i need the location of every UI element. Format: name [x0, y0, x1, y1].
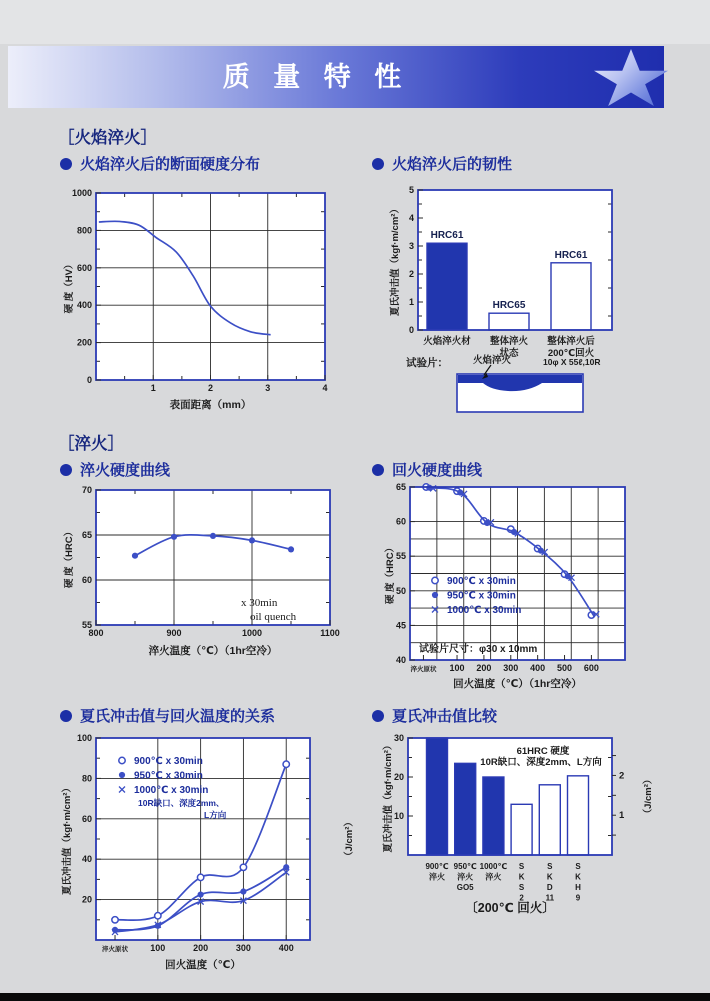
svg-text:回火温度（℃）: 回火温度（℃） [165, 959, 241, 971]
svg-text:100: 100 [150, 943, 166, 953]
svg-text:L方向: L方向 [204, 810, 227, 820]
chart1-title: 火焰淬火后的断面硬度分布 [80, 156, 261, 173]
svg-text:400: 400 [530, 663, 546, 673]
svg-text:SKD11: S K D 11 [545, 862, 555, 903]
svg-text:（J/cm²）: （J/cm²） [344, 817, 355, 861]
svg-text:900℃ x 30min: 900℃ x 30min [447, 576, 516, 587]
svg-text:300: 300 [503, 663, 519, 673]
svg-text:55: 55 [395, 551, 406, 562]
svg-text:SKS2: S K S 2 [518, 862, 525, 903]
svg-text:表面距离（mm）: 表面距离（mm） [169, 399, 252, 411]
svg-text:3: 3 [408, 241, 414, 251]
svg-text:45: 45 [395, 620, 406, 631]
svg-text:400: 400 [76, 300, 92, 311]
svg-text:1000℃ x 30min: 1000℃ x 30min [447, 605, 522, 616]
svg-text:1000: 1000 [241, 628, 263, 638]
svg-text:硬 度（HV）: 硬 度（HV） [64, 259, 75, 314]
bar [511, 804, 532, 855]
svg-text:20: 20 [81, 894, 92, 905]
test-piece-dims: 10φ X 55ℓ,10R [543, 357, 601, 367]
svg-text:0: 0 [86, 375, 92, 385]
bullet-icon [60, 158, 72, 170]
svg-text:HRC65: HRC65 [492, 300, 526, 312]
header-banner [8, 46, 664, 108]
svg-text:55: 55 [81, 620, 92, 630]
bullet-icon [372, 158, 384, 170]
svg-text:硬 度（HRC）: 硬 度（HRC） [64, 526, 75, 589]
page-title: 质 量 特 性 [222, 62, 410, 92]
svg-text:800: 800 [88, 628, 104, 638]
svg-text:1: 1 [408, 297, 414, 307]
chart3-canvas [56, 484, 356, 684]
chart3-title: 淬火硬度曲线 [80, 462, 171, 479]
bar [483, 777, 504, 855]
svg-text:60: 60 [395, 516, 406, 527]
bar [427, 243, 467, 330]
svg-text:950℃ x 30min: 950℃ x 30min [134, 770, 203, 782]
svg-text:试验片尺寸：φ30 x 10mm: 试验片尺寸：φ30 x 10mm [419, 644, 538, 655]
svg-text:600: 600 [76, 262, 92, 273]
svg-text:60: 60 [81, 813, 92, 824]
svg-text:950℃淬火GO5: 950℃淬火 GO5 [453, 862, 477, 892]
section-quench: ［淬火］ [58, 435, 124, 453]
svg-text:10R缺口、深度2mm、: 10R缺口、深度2mm、 [138, 798, 225, 808]
bar [427, 738, 448, 855]
svg-text:1: 1 [619, 810, 625, 822]
svg-text:200: 200 [76, 337, 92, 348]
chart3-title-row [60, 459, 170, 480]
chart4-title-row [372, 459, 482, 480]
chart2-title-row [372, 153, 512, 174]
test-piece-label: 试验片： [406, 357, 448, 369]
svg-text:x 30min: x 30min [241, 597, 278, 609]
svg-text:3: 3 [265, 383, 271, 393]
svg-text:900℃淬火: 900℃淬火 [425, 862, 449, 882]
svg-text:400: 400 [278, 943, 294, 953]
svg-text:200: 200 [193, 943, 209, 953]
bar [539, 785, 560, 855]
chart4-canvas [383, 480, 693, 702]
chart1-title-row [60, 153, 260, 174]
chart5-title: 夏氏冲击值与回火温度的关系 [80, 708, 276, 725]
svg-text:整体淬火后200℃回火: 整体淬火后 200℃回火 [547, 336, 595, 359]
svg-text:淬火原状: 淬火原状 [102, 946, 129, 953]
svg-text:回火温度（℃）（1hr空冷）: 回火温度（℃）（1hr空冷） [453, 678, 582, 690]
bullet-icon [60, 464, 72, 476]
svg-text:4: 4 [408, 213, 414, 223]
section-flame-quench: ［火焰淬火］ [58, 129, 157, 147]
svg-text:oil quench: oil quench [250, 611, 297, 623]
svg-text:整体淬火状态: 整体淬火状态 [489, 336, 529, 359]
svg-text:80: 80 [81, 773, 92, 784]
svg-text:800: 800 [76, 225, 92, 236]
bullet-icon [372, 710, 384, 722]
svg-text:（J/cm²）: （J/cm²） [643, 774, 654, 819]
bullet-icon [60, 710, 72, 722]
svg-text:SKH9: S K H 9 [575, 862, 581, 903]
svg-text:5: 5 [408, 185, 414, 195]
svg-text:70: 70 [81, 485, 92, 495]
svg-text:600: 600 [583, 663, 599, 673]
flame-quench-label: 火焰淬火 [473, 355, 512, 366]
svg-text:500: 500 [557, 663, 573, 673]
bar [455, 763, 476, 855]
svg-text:100: 100 [449, 663, 465, 673]
chart5-title-row [60, 705, 275, 726]
chart2-title: 火焰淬火后的韧性 [392, 156, 513, 173]
svg-text:淬火原状: 淬火原状 [410, 666, 437, 673]
svg-text:夏氏冲击值（kgf·m/cm²）: 夏氏冲击值（kgf·m/cm²） [62, 783, 73, 895]
svg-text:10: 10 [393, 811, 404, 821]
bullet-icon [372, 464, 384, 476]
bar [568, 776, 589, 855]
svg-text:2: 2 [408, 269, 414, 279]
svg-text:1000℃ x 30min: 1000℃ x 30min [134, 785, 209, 796]
svg-text:65: 65 [395, 482, 406, 492]
chart4-title: 回火硬度曲线 [392, 462, 483, 479]
svg-text:1000℃淬火: 1000℃淬火 [479, 862, 508, 882]
svg-text:950℃ x 30min: 950℃ x 30min [447, 590, 516, 602]
svg-text:4: 4 [322, 383, 328, 393]
bar [489, 313, 529, 330]
svg-text:60: 60 [81, 575, 92, 585]
svg-text:61HRC 硬度: 61HRC 硬度 [516, 746, 570, 757]
svg-text:2: 2 [207, 383, 214, 393]
svg-text:HRC61: HRC61 [554, 249, 588, 261]
svg-text:200: 200 [476, 663, 492, 673]
chart2-canvas [390, 176, 650, 362]
svg-text:1100: 1100 [320, 628, 340, 638]
svg-text:20: 20 [393, 772, 404, 782]
svg-text:40: 40 [81, 854, 92, 865]
chart6-caption: 〔200℃ 回火〕 [465, 901, 555, 915]
svg-text:1: 1 [150, 383, 156, 393]
svg-text:淬火温度（℃）（1hr空冷）: 淬火温度（℃）（1hr空冷） [148, 645, 278, 657]
svg-text:2: 2 [619, 770, 625, 782]
svg-text:50: 50 [395, 585, 406, 596]
svg-text:夏氏冲击值（kgf·m/cm²）: 夏氏冲击值（kgf·m/cm²） [390, 204, 401, 316]
svg-text:HRC61: HRC61 [430, 230, 464, 242]
svg-text:40: 40 [395, 655, 406, 665]
svg-text:硬 度（HRC）: 硬 度（HRC） [385, 542, 396, 605]
svg-text:10R缺口、深度2mm、L方向: 10R缺口、深度2mm、L方向 [480, 757, 602, 768]
svg-text:900℃ x 30min: 900℃ x 30min [134, 756, 203, 767]
chart6-title-row [372, 705, 497, 726]
footer-bar [0, 993, 710, 1001]
svg-text:火焰淬火材: 火焰淬火材 [423, 336, 471, 347]
svg-text:夏氏冲击值（kgf·m/cm²）: 夏氏冲击值（kgf·m/cm²） [383, 740, 394, 853]
top-strip [0, 0, 710, 44]
bar [551, 263, 591, 330]
test-piece-diagram [390, 352, 650, 416]
svg-text:300: 300 [235, 943, 251, 953]
chart5-canvas [56, 730, 368, 982]
svg-text:900: 900 [166, 628, 182, 638]
chart6-title: 夏氏冲击值比较 [392, 708, 498, 725]
svg-text:65: 65 [81, 530, 92, 540]
chart1-canvas [56, 186, 352, 430]
svg-text:30: 30 [393, 733, 404, 743]
svg-text:1000: 1000 [71, 188, 92, 198]
svg-text:100: 100 [76, 733, 92, 743]
svg-text:0: 0 [408, 325, 414, 335]
